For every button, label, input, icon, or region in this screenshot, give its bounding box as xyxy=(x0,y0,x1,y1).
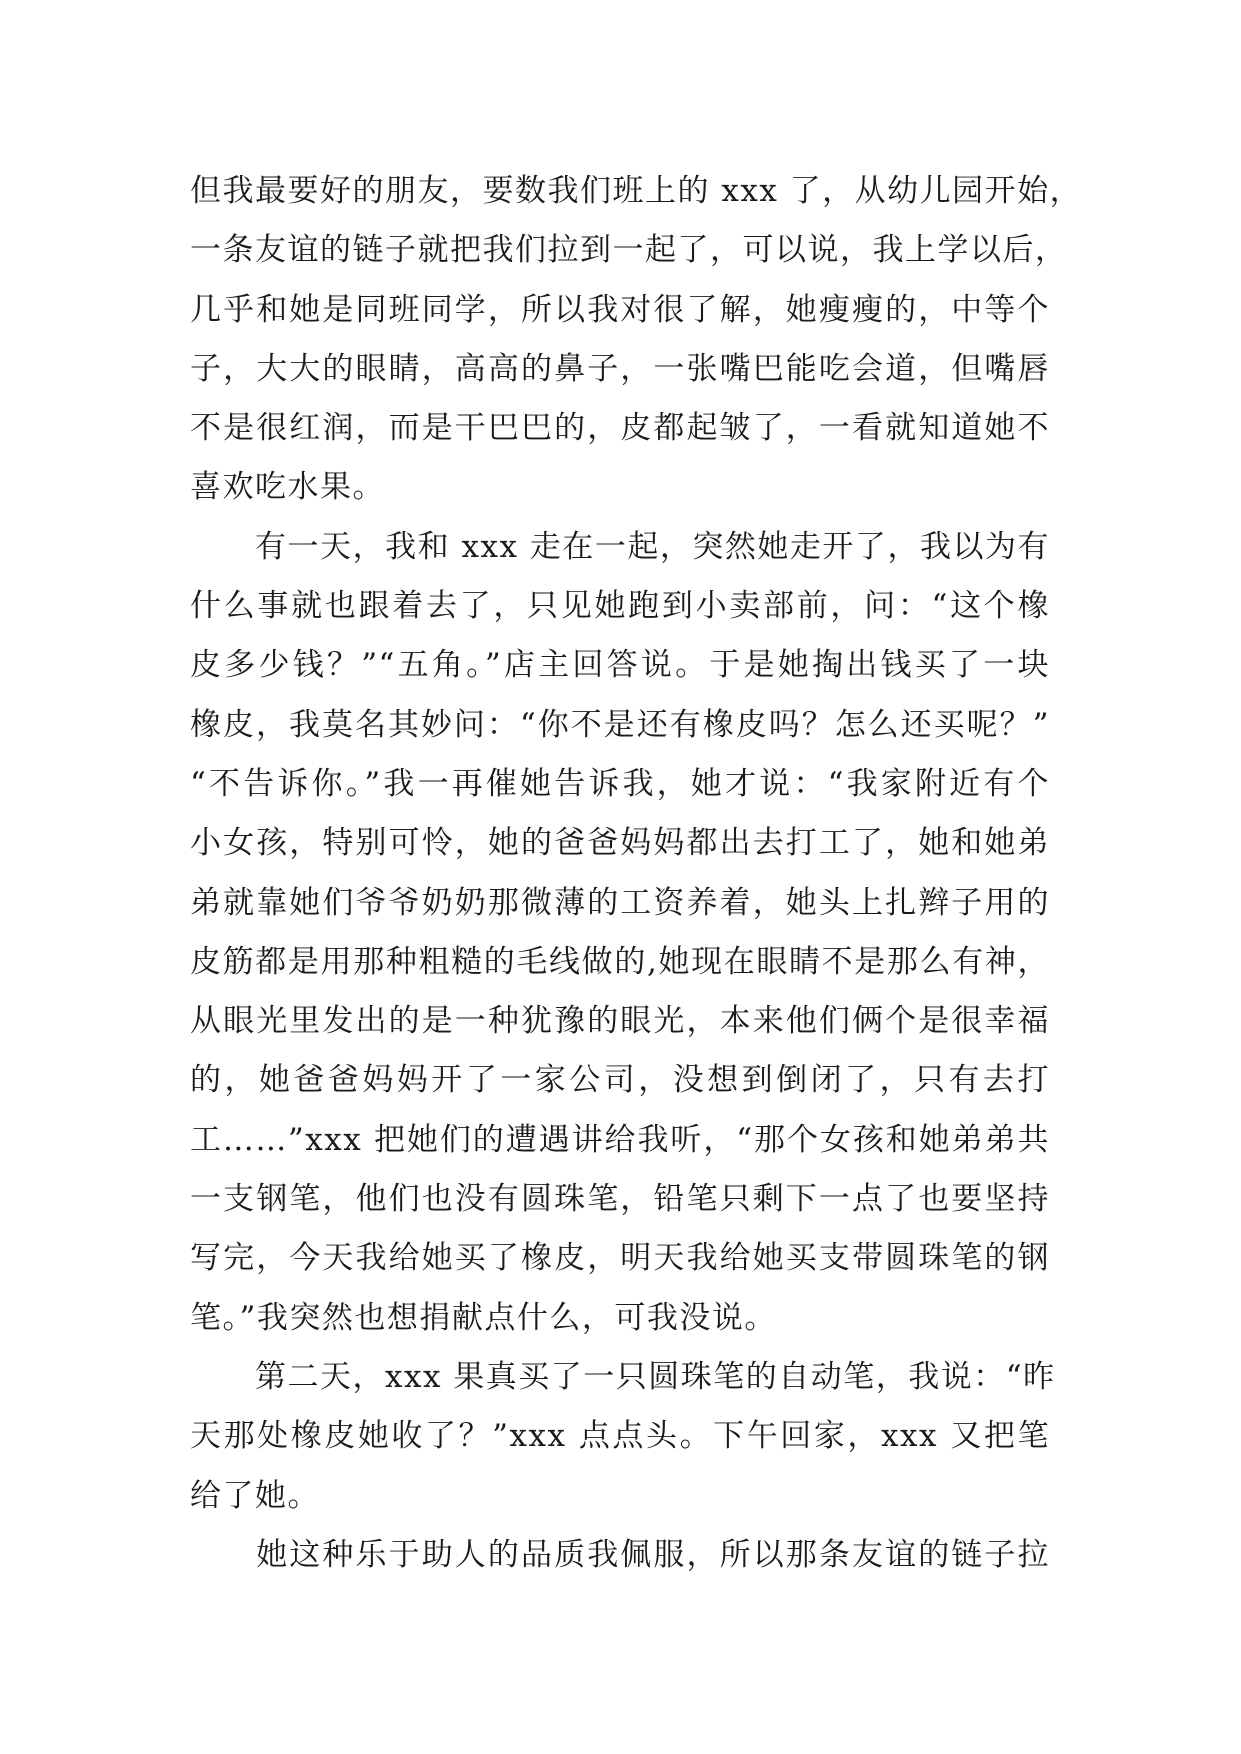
text-line: 一支钢笔，他们也没有圆珠笔，铅笔只剩下一点了也要坚持 xyxy=(190,1181,1050,1218)
text-line: 弟就靠她们爷爷奶奶那微薄的工资养着，她头上扎辫子用的 xyxy=(190,884,1050,921)
text-line: 小女孩，特别可怜，她的爸爸妈妈都出去打工了，她和她弟 xyxy=(190,825,1050,862)
text-line: 皮筋都是用那种粗糙的毛线做的,她现在眼睛不是那么有神， xyxy=(190,943,1050,980)
text-line: 给了她。 xyxy=(190,1477,320,1514)
text-line: 第二天，xxx 果真买了一只圆珠笔的自动笔，我说：“昨 xyxy=(190,1358,1056,1395)
paragraph-1 xyxy=(190,162,1083,518)
text-line: 皮多少钱？”“五角。”店主回答说。于是她掏出钱买了一块 xyxy=(190,647,1050,684)
text-line: “不告诉你。”我一再催她告诉我，她才说：“我家附近有个 xyxy=(190,765,1050,802)
text-line: 一条友谊的链子就把我们拉到一起了，可以说，我上学以后， xyxy=(190,232,1068,269)
text-line: 她这种乐于助人的品质我佩服，所以那条友谊的链子拉 xyxy=(190,1536,1050,1573)
paragraph-3 xyxy=(190,1348,1056,1526)
text-line: 的，她爸爸妈妈开了一家公司，没想到倒闭了，只有去打 xyxy=(190,1062,1050,1099)
text-line: 从眼光里发出的是一种犹豫的眼光，本来他们俩个是很幸福 xyxy=(190,1003,1050,1040)
text-line: 喜欢吃水果。 xyxy=(190,469,385,506)
text-line: 有一天，我和 xxx 走在一起，突然她走开了，我以为有 xyxy=(190,528,1050,565)
text-line: 工……”xxx 把她们的遭遇讲给我听，“那个女孩和她弟弟共 xyxy=(190,1121,1050,1158)
paragraph-2 xyxy=(190,518,1050,1348)
text-line: 但我最要好的朋友，要数我们班上的 xxx 了，从幼儿园开始， xyxy=(190,173,1083,209)
paragraph-4 xyxy=(190,1526,1050,1585)
text-line: 什么事就也跟着去了，只见她跑到小卖部前，问：“这个橡 xyxy=(190,588,1050,625)
text-line: 几乎和她是同班同学，所以我对很了解，她瘦瘦的，中等个 xyxy=(190,291,1050,328)
text-line: 橡皮，我莫名其妙问：“你不是还有橡皮吗？怎么还买呢？” xyxy=(190,706,1050,743)
document-body xyxy=(190,162,1083,1585)
text-line: 不是很红润，而是干巴巴的，皮都起皱了，一看就知道她不 xyxy=(190,410,1050,447)
text-line: 笔。”我突然也想捐献点什么，可我没说。 xyxy=(190,1299,777,1336)
text-line: 写完，今天我给她买了橡皮，明天我给她买支带圆珠笔的钢 xyxy=(190,1240,1050,1277)
text-line: 天那处橡皮她收了？”xxx 点点头。下午回家，xxx 又把笔 xyxy=(190,1418,1050,1455)
text-line: 子，大大的眼睛，高高的鼻子，一张嘴巴能吃会道，但嘴唇 xyxy=(190,350,1050,387)
